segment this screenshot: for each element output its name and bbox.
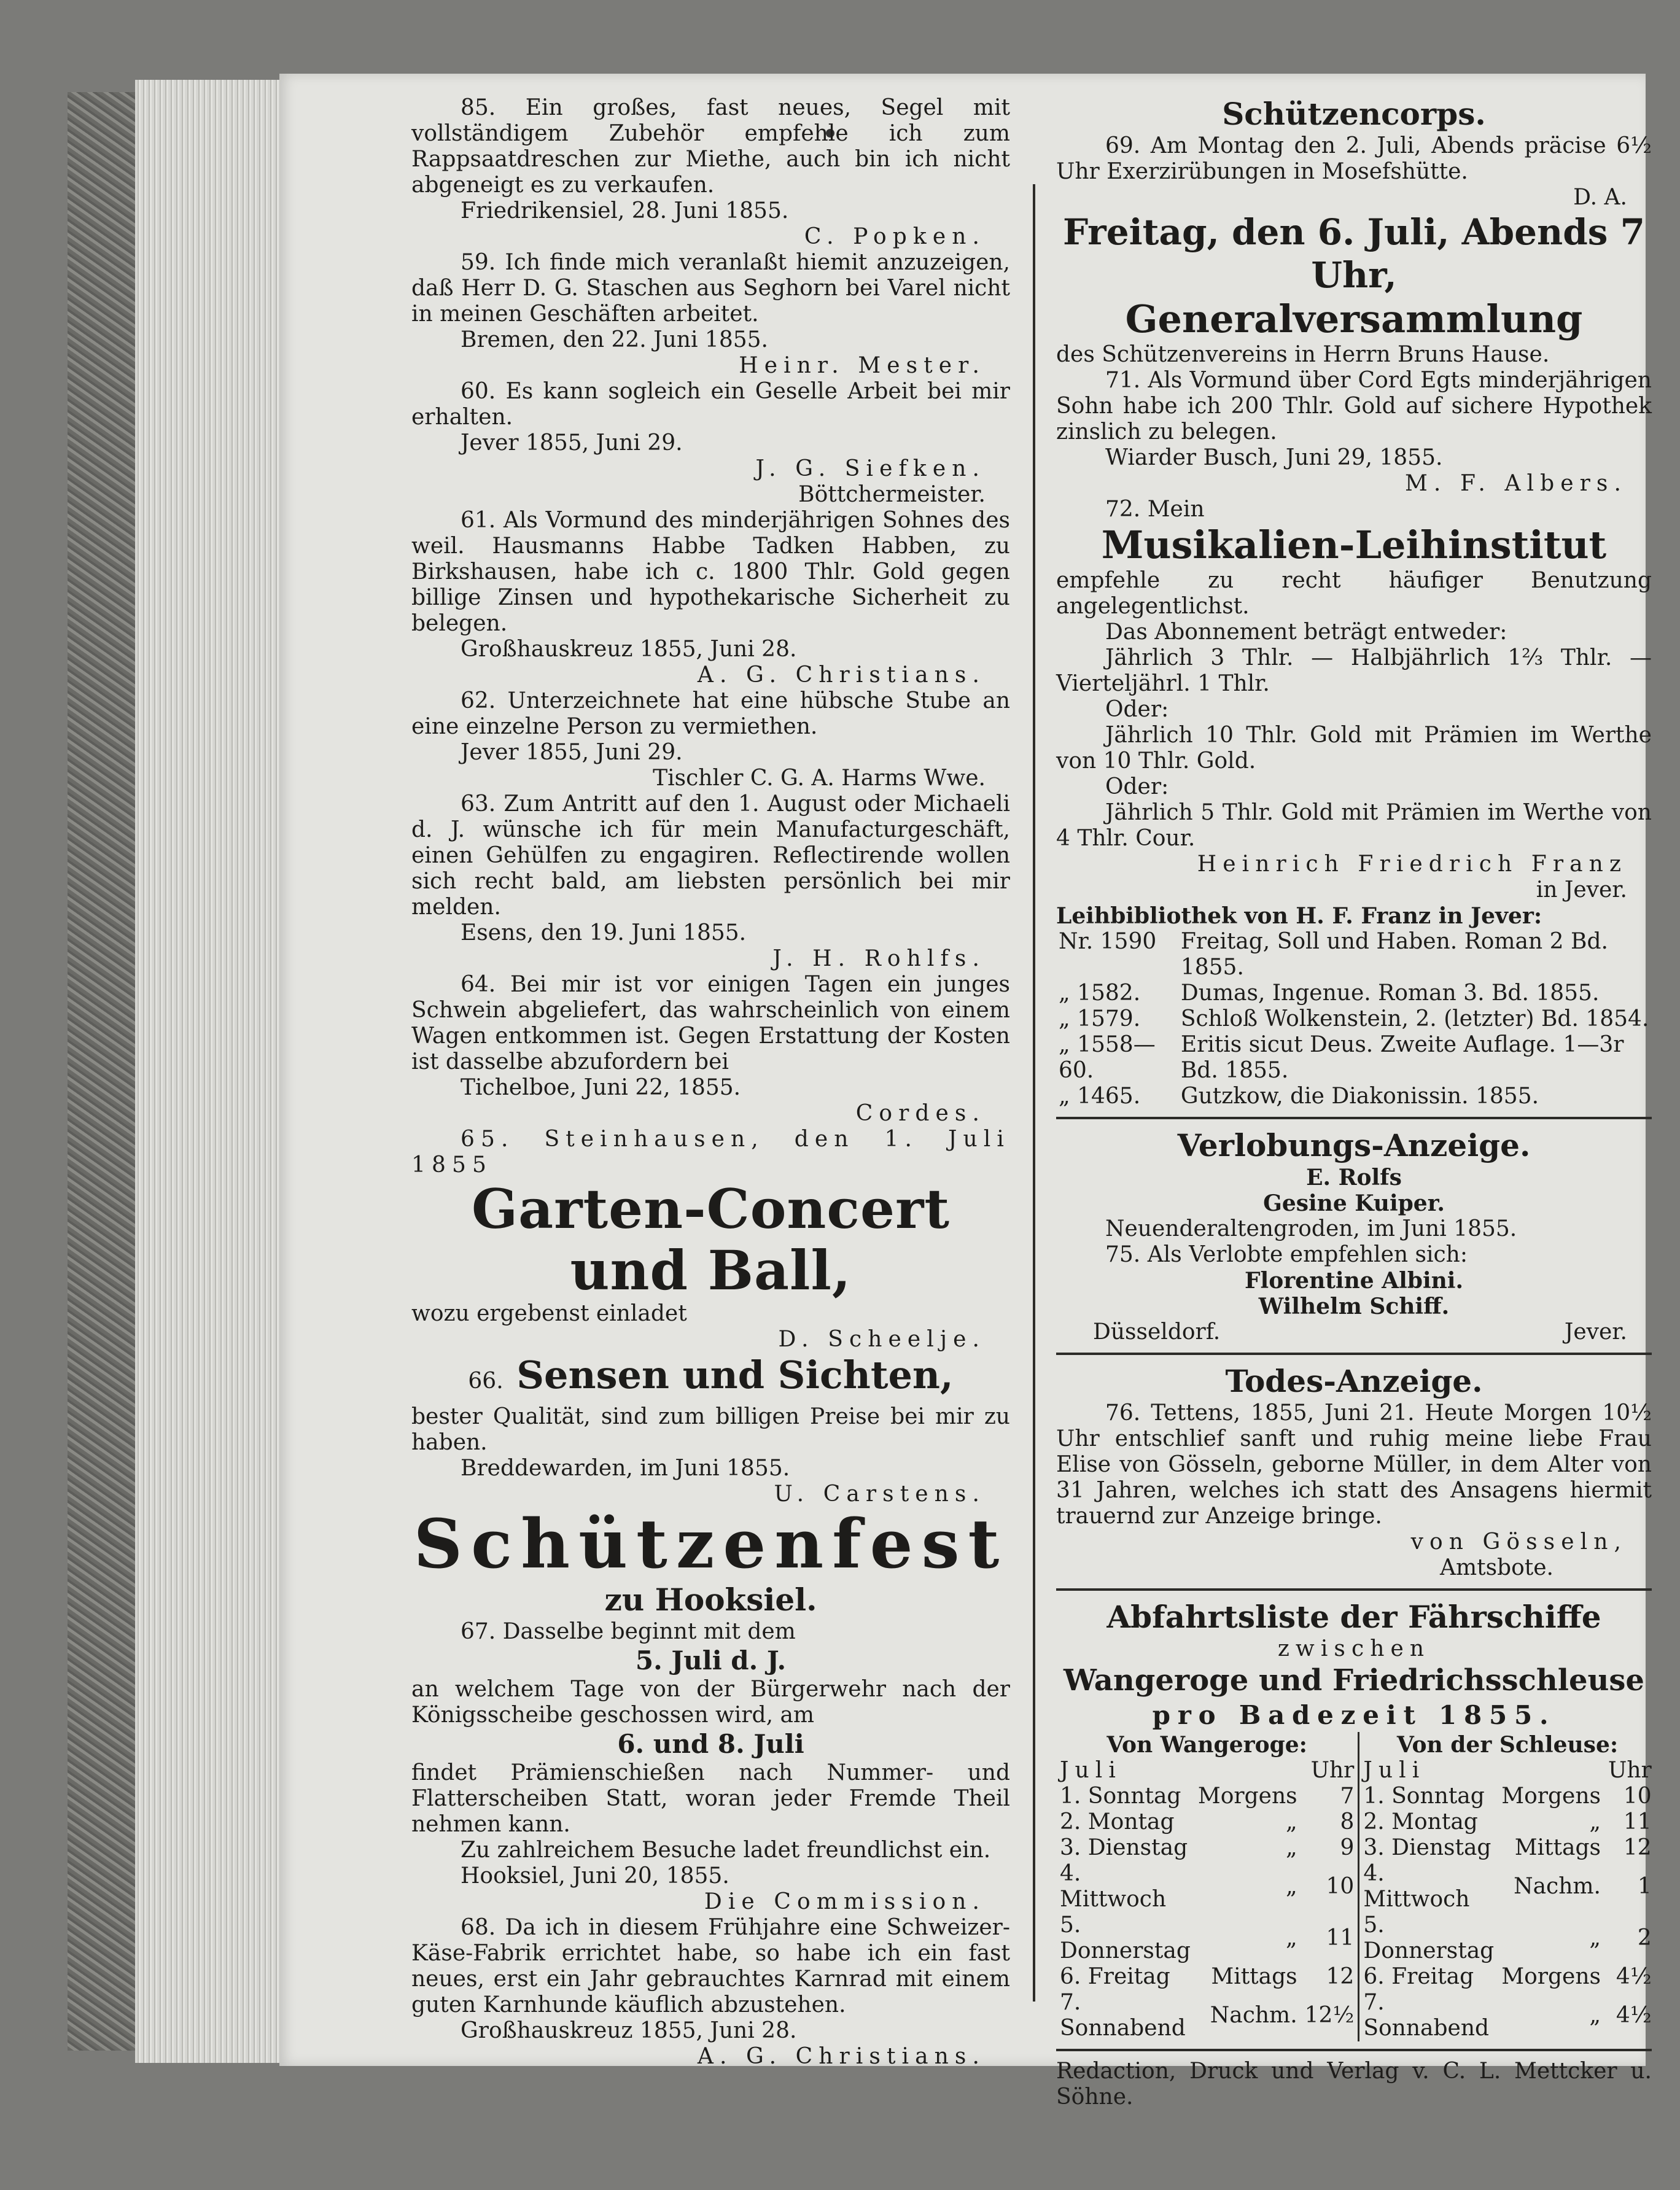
ferry-hour: 11 <box>1326 1925 1355 1951</box>
ferry-time-of-day: Nachm. <box>1514 1874 1601 1899</box>
library-row <box>1056 929 1652 980</box>
section-rule <box>1056 2049 1652 2051</box>
ad-line: Jährlich 3 Thlr. — Halbjährlich 1⅔ Thlr. — Vierteljährl. 1 Thlr. <box>1056 645 1652 696</box>
ad-66 <box>411 1353 1010 1507</box>
ferry-hour: 10 <box>1623 1784 1652 1809</box>
imprint: Redaction, Druck und Verlag v. C. L. Mettcker u. Söhne. <box>1056 2059 1652 2110</box>
ferry-time-of-day: „ <box>1589 1809 1601 1835</box>
ferry-time-of-day: „ <box>1589 2003 1601 2028</box>
library-title: Gutzkow, die Diakonissin. 1855. <box>1180 1084 1539 1109</box>
ad-68 <box>411 1915 1010 2070</box>
ad-place: Jever 1855, Juni 29. <box>461 430 683 456</box>
ad-line: Zu zahlreichem Besuche ladet freundlichst ein. <box>461 1838 991 1863</box>
couple-name: Florentine Albini. <box>1244 1268 1464 1294</box>
ferry-day: 5. Donnerstag <box>1359 1912 1498 1964</box>
ad-signature: U. Carstens. <box>774 1481 986 1507</box>
ad-signature: A. G. Christians. <box>697 662 986 688</box>
ferry-day: 7. Sonnabend <box>1060 1990 1186 2041</box>
ad-text: des Schützenvereins in Herrn Bruns Hause. <box>1056 342 1550 367</box>
ferry-time-of-day: Mittags <box>1514 1835 1601 1860</box>
ad-line: 67. Dasselbe beginnt mit dem <box>461 1619 796 1644</box>
couple-name: Wilhelm Schiff. <box>1258 1294 1450 1319</box>
ad-text: 76. Tettens, 1855, Juni 21. Heute Morgen 10½ Uhr entschlief sanft und ruhig meine liebe Frau Elise von Gösseln, geborne Müller, in dem Alter von 31 Jahren, welches ich statt des Ansagens hiermit trauernd zur Anzeige bringe. <box>1056 1400 1652 1529</box>
ad-line: Jährlich 5 Thlr. Gold mit Prämien im Werthe von 4 Thlr. Cour. <box>1056 800 1652 851</box>
ad-line: findet Prämienschießen nach Nummer- und Flatterscheiben Statt, woran jeder Fremde Theil nehmen kann. <box>411 1760 1010 1837</box>
ferry-time-of-day: „ <box>1589 1925 1601 1951</box>
ferry-day: 4. Mittwoch <box>1359 1861 1498 1912</box>
ad-line: an welchem Tage von der Bürgerwehr nach der Königsscheibe geschossen wird, am <box>411 1677 1010 1728</box>
city-left: Düsseldorf. <box>1093 1319 1221 1345</box>
ad-signature: Die Commission. <box>704 1889 986 1914</box>
ferry-row <box>1056 1809 1655 1835</box>
ferry-hour: 1 <box>1637 1874 1652 1899</box>
ad-62 <box>411 688 1010 791</box>
meeting-title: Generalversammlung <box>1125 297 1583 341</box>
couple-name: E. Rolfs <box>1306 1165 1402 1190</box>
engagement-notice <box>1056 1127 1652 1345</box>
ad-text: 59. Ich finde mich veranlaßt hiemit anzuzeigen, daß Herr D. G. Staschen aus Seghorn bei Varel nicht in meinen Geschäften arbeitet. <box>411 250 1010 327</box>
ferry-hour: 8 <box>1340 1809 1355 1835</box>
couple-name: Gesine Kuiper. <box>1263 1190 1445 1216</box>
library-number: „ 1465. <box>1059 1084 1141 1109</box>
ad-line: Oder: <box>1105 774 1169 799</box>
section-rule <box>1056 1353 1652 1355</box>
library-title: Freitag, Soll und Haben. Roman 2 Bd. 1855. <box>1180 929 1608 980</box>
ferry-day: 1. Sonntag <box>1060 1784 1181 1809</box>
ferry-schedule <box>1056 1598 1652 2041</box>
ferry-row <box>1056 1784 1655 1809</box>
ferry-route: Wangeroge und Friedrichsschleuse <box>1064 1663 1644 1698</box>
ad-signature: J. H. Rohlfs. <box>772 946 986 971</box>
ad-60 <box>411 379 1010 508</box>
ferry-day: 3. Dienstag <box>1359 1835 1498 1861</box>
ferry-day: 6. Freitag <box>1359 1964 1498 1990</box>
death-notice <box>1056 1362 1652 1581</box>
ad-text: 85. Ein großes, fast neues, Segel mit vollständigem Zubehör empfehle ich zum Rappsaatdreschen zur Miethe, auch bin ich nicht abgeneigt es zu verkaufen. <box>411 95 1010 198</box>
meeting-date: Freitag, den 6. Juli, Abends 7 Uhr, <box>1063 211 1645 296</box>
ad-place: Friedrikensiel, 28. Juni 1855. <box>461 198 789 223</box>
ad-signature-place: in Jever. <box>1536 877 1627 903</box>
library-row <box>1056 1084 1652 1109</box>
section-rule <box>1056 1588 1652 1591</box>
ferry-time-of-day: „ <box>1285 1835 1297 1860</box>
ad-signature: D. A. <box>1573 185 1627 210</box>
ad-text: 68. Da ich in diesem Frühjahre eine Schweizer-Käse-Fabrik errichtet habe, so habe ich ein fast neues, erst ein Jahr gebrauchtes Karnrad mit einem guten Karnhunde käuflich abzustehen. <box>411 1915 1010 2017</box>
ferry-col-heading: Von Wangeroge: <box>1106 1732 1307 1758</box>
ad-65 <box>411 1127 1010 1353</box>
ad-place: Breddewarden, im Juni 1855. <box>461 1456 790 1481</box>
ad-place: Bremen, den 22. Juni 1855. <box>461 327 768 352</box>
ad-signature: C. Popken. <box>804 224 986 249</box>
left-column <box>411 95 1010 2070</box>
library-row <box>1056 1006 1652 1032</box>
ad-signature: J. G. Siefken. <box>755 456 986 481</box>
ad-72 <box>1056 497 1652 903</box>
section-heading: Schützencorps. <box>1222 96 1486 132</box>
ferry-hour-label: Uhr <box>1608 1758 1652 1783</box>
ad-signature-title: Böttchermeister. <box>798 482 986 507</box>
ferry-hour: 12 <box>1623 1835 1652 1860</box>
ad-signature: Heinr. Mester. <box>739 353 986 378</box>
ad-text: 62. Unterzeichnete hat eine hübsche Stube an eine einzelne Person zu vermiethen. <box>411 688 1010 739</box>
library-heading: Leihbibliothek von H. F. Franz in Jever: <box>1056 903 1542 929</box>
ad-59 <box>411 250 1010 379</box>
ad-place: Esens, den 19. Juni 1855. <box>461 920 747 946</box>
library-title: Schloß Wolkenstein, 2. (letzter) Bd. 1854. <box>1180 1006 1649 1031</box>
library-row <box>1056 1032 1652 1084</box>
ad-67 <box>411 1504 1010 1915</box>
ad-text: 60. Es kann sogleich ein Geselle Arbeit bei mir erhalten. <box>411 379 1010 430</box>
ad-text: 71. Als Vormund über Cord Egts minderjährigen Sohn habe ich 200 Thlr. Gold auf sichere Hypothek zinslich zu belegen. <box>1056 368 1652 445</box>
ferry-hour: 7 <box>1340 1784 1355 1809</box>
ad-place: Hooksiel, Juni 20, 1855. <box>461 1863 729 1889</box>
ad-85 <box>411 95 1010 250</box>
ad-title: Sensen und Sichten, <box>516 1353 954 1397</box>
ad-signature: D. Scheelje. <box>778 1327 986 1352</box>
ferry-day: 1. Sonntag <box>1359 1784 1498 1809</box>
right-column <box>1056 95 1652 2110</box>
ad-signature: M. F. Albers. <box>1404 471 1627 496</box>
book-cover-edge <box>68 92 135 2051</box>
ferry-day: 2. Montag <box>1060 1809 1175 1835</box>
ferry-day: 7. Sonnabend <box>1359 1990 1498 2041</box>
ad-title: Garten-Concert und Ball, <box>472 1177 950 1302</box>
ferry-time-of-day: „ <box>1285 1809 1297 1835</box>
section-schuetzencorps <box>1056 95 1652 368</box>
ad-subtitle: zu Hooksiel. <box>604 1582 817 1618</box>
ad-text: 69. Am Montag den 2. Juli, Abends präcise 6½ Uhr Exerzirübungen in Mosefshütte. <box>1056 133 1652 184</box>
ad-place: Wiarder Busch, Juni 29, 1855. <box>1105 445 1443 470</box>
ferry-row <box>1056 1861 1655 1912</box>
ferry-col-heading: Von der Schleuse: <box>1359 1732 1655 1758</box>
ferry-row <box>1056 1964 1655 1990</box>
ferry-month: Juli <box>1060 1758 1122 1783</box>
ad-text: bester Qualität, sind zum billigen Preise bei mir zu haben. <box>411 1404 1010 1455</box>
ferry-between: zwischen <box>1277 1636 1431 1661</box>
ferry-row <box>1056 1990 1655 2041</box>
ferry-time-of-day: Morgens <box>1501 1964 1601 1989</box>
library-number: „ 1582. <box>1059 980 1141 1006</box>
ferry-day: 2. Montag <box>1359 1809 1498 1835</box>
ferry-time-of-day: Nachm. <box>1210 2003 1297 2028</box>
ferry-table <box>1056 1732 1655 2041</box>
ad-signature: Tischler C. G. A. Harms Wwe. <box>653 766 986 791</box>
library-row <box>1056 980 1652 1006</box>
ad-place: Jever 1855, Juni 29. <box>461 740 683 765</box>
ad-signature: Cordes. <box>855 1101 986 1126</box>
ad-date: 6. und 8. Juli <box>617 1729 804 1759</box>
ad-line: Das Abonnement beträgt entweder: <box>1105 619 1507 645</box>
ferry-time-of-day: „ <box>1285 1925 1297 1951</box>
ad-title: Schützenfest <box>413 1504 1008 1583</box>
section-heading: Verlobungs-Anzeige. <box>1177 1127 1531 1163</box>
library-number: „ 1558—60. <box>1059 1032 1156 1083</box>
ferry-hour: 10 <box>1326 1874 1355 1899</box>
ad-text: 61. Als Vormund des minderjährigen Sohnes des weil. Hausmanns Habbe Tadken Habben, zu Birkshausen, habe ich c. 1800 Thlr. Gold gegen billige Zinsen und hypothekarische Sicherheit zu belegen. <box>411 508 1010 636</box>
ferry-day: 6. Freitag <box>1060 1964 1170 1989</box>
ferry-time-of-day: „ <box>1285 1874 1297 1899</box>
ad-line: 75. Als Verlobte empfehlen sich: <box>1105 1242 1468 1267</box>
ad-date: 5. Juli d. J. <box>635 1645 787 1676</box>
ferry-time-of-day: Morgens <box>1197 1784 1297 1809</box>
column-divider <box>1033 184 1035 2002</box>
ad-title: Musikalien-Leihinstitut <box>1101 522 1607 567</box>
ferry-time-of-day: Mittags <box>1211 1964 1297 1989</box>
ferry-season: pro Badezeit 1855. <box>1152 1700 1556 1730</box>
ferry-day: 4. Mittwoch <box>1060 1861 1167 1912</box>
ad-71 <box>1056 368 1652 497</box>
library-list <box>1056 903 1652 1109</box>
ad-line: Jährlich 10 Thlr. Gold mit Prämien im Werthe von 10 Thlr. Gold. <box>1056 723 1652 774</box>
ad-signature: von Gösseln, <box>1410 1529 1627 1555</box>
ad-pre: 72. Mein <box>1105 497 1205 522</box>
ferry-heading: Abfahrtsliste der Fährschiffe <box>1106 1599 1601 1635</box>
ferry-day: 3. Dienstag <box>1060 1835 1188 1860</box>
ad-signature-title: Amtsbote. <box>1439 1555 1554 1580</box>
ad-61 <box>411 508 1010 688</box>
ad-line: Oder: <box>1105 697 1169 722</box>
ad-signature: Heinrich Friedrich Franz <box>1197 852 1627 877</box>
city-right: Jever. <box>1564 1319 1627 1345</box>
ad-place: Großhauskreuz 1855, Juni 28. <box>461 2018 797 2043</box>
ferry-row <box>1056 1912 1655 1964</box>
library-number: „ 1579. <box>1059 1006 1141 1031</box>
ferry-row <box>1056 1835 1655 1861</box>
ferry-hour: 4½ <box>1616 2003 1652 2028</box>
ad-text: 64. Bei mir ist vor einigen Tagen ein junges Schwein abgeliefert, das wahrscheinlich von einem Wagen entkommen ist. Gegen Erstattung der Kosten ist dasselbe abzufordern bei <box>411 972 1010 1074</box>
ferry-hour-label: Uhr <box>1310 1758 1355 1783</box>
section-rule <box>1056 1117 1652 1119</box>
ferry-hour: 12½ <box>1304 2003 1355 2028</box>
ferry-time-of-day: Morgens <box>1501 1784 1601 1809</box>
library-number: Nr. 1590 <box>1059 929 1157 954</box>
ad-text: wozu ergebenst einladet <box>411 1301 687 1326</box>
page-edges <box>135 80 282 2063</box>
ad-line: empfehle zu recht häufiger Benutzung angelegentlichst. <box>1056 568 1652 619</box>
ad-text: 63. Zum Antritt auf den 1. August oder Michaeli d. J. wünsche ich für mein Manufacturgeschäft, einen Gehülfen zu engagiren. Reflectirende wollen sich recht bald, am liebsten persönlich bei mir melden. <box>411 791 1010 920</box>
ad-place: Neuenderaltengroden, im Juni 1855. <box>1105 1216 1517 1241</box>
ad-pre: 65. Steinhausen, den 1. Juli 1855 <box>411 1127 1010 1178</box>
ferry-month: Juli <box>1359 1758 1498 1784</box>
ad-place: Tichelboe, Juni 22, 1855. <box>461 1075 741 1100</box>
ad-signature: A. G. Christians. <box>697 2044 986 2069</box>
library-title: Eritis sicut Deus. Zweite Auflage. 1—3r Bd. 1855. <box>1180 1032 1624 1083</box>
ad-place: Großhauskreuz 1855, Juni 28. <box>461 637 797 662</box>
ferry-hour: 9 <box>1340 1835 1355 1860</box>
ad-64 <box>411 972 1010 1127</box>
section-heading: Todes-Anzeige. <box>1225 1363 1483 1399</box>
ferry-day: 5. Donnerstag <box>1060 1912 1191 1963</box>
ferry-hour: 12 <box>1326 1964 1355 1989</box>
ferry-hour: 2 <box>1637 1925 1652 1951</box>
ad-63 <box>411 791 1010 972</box>
ad-number: 66. <box>468 1369 504 1394</box>
ferry-hour: 4½ <box>1616 1964 1652 1989</box>
ferry-hour: 11 <box>1623 1809 1652 1835</box>
library-title: Dumas, Ingenue. Roman 3. Bd. 1855. <box>1180 980 1600 1006</box>
